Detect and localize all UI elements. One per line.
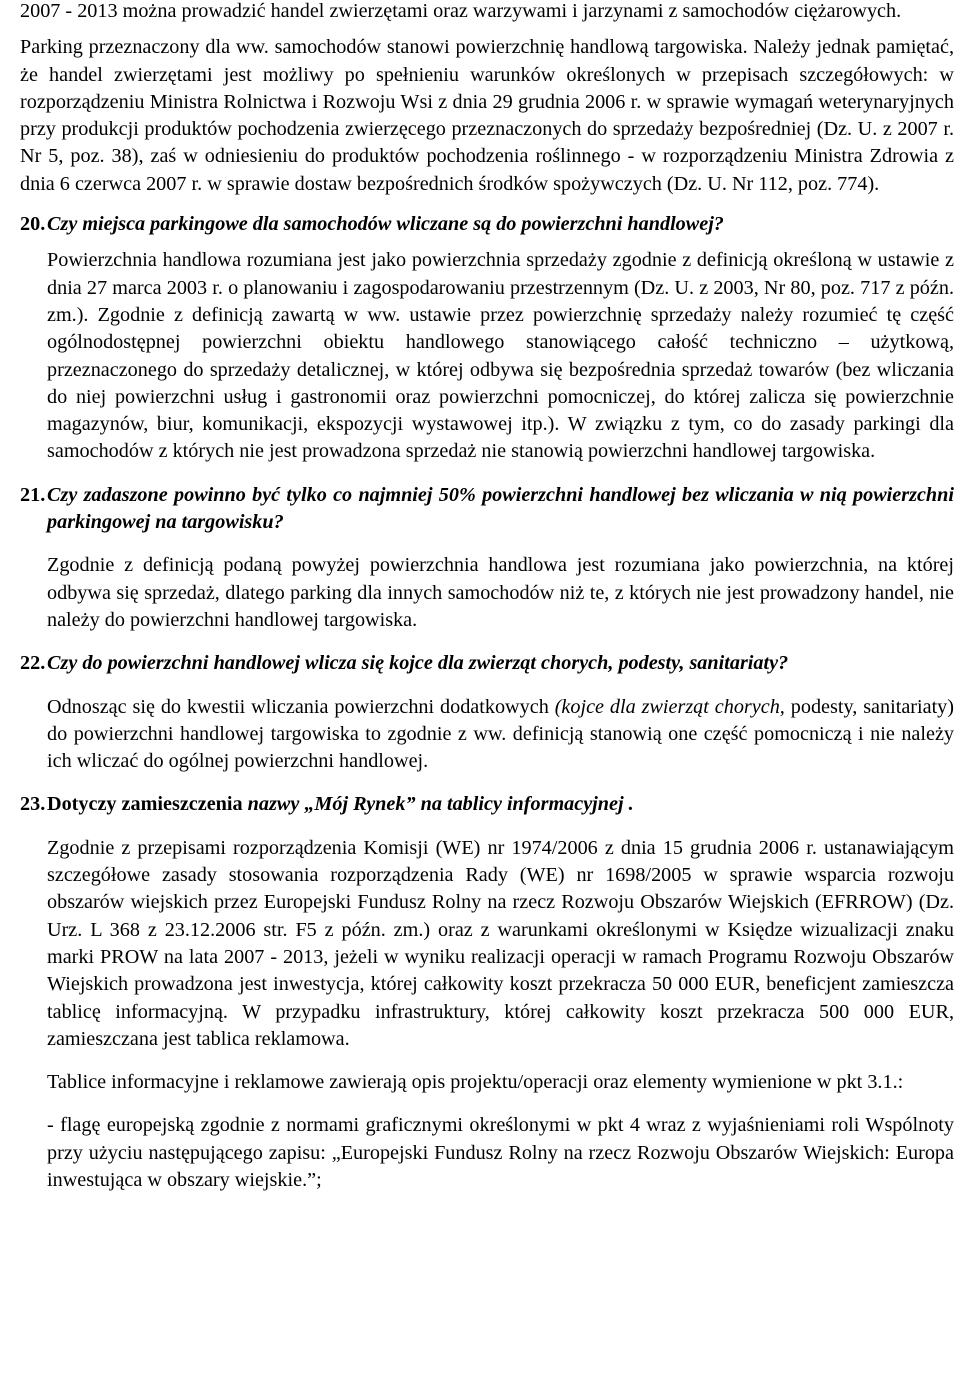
question-21: [20, 482, 954, 537]
question-text-plain: Dotyczy zamieszczenia: [47, 793, 248, 816]
answer-22-text-end: podesty, sanitariaty) do powierzchni handlowej targowiska to zgodnie z ww. definicją stanowią one część pomocniczą i nie należy ich wliczać do ogólnej powierzchni handlowej.: [47, 695, 954, 773]
answer-23-paragraph-2: Tablice informacyjne i reklamowe zawierają opis projektu/operacji oraz elementy wymienione w pkt 3.1.:: [47, 1071, 904, 1094]
answer-20: Powierzchnia handlowa rozumiana jest jako powierzchnia sprzedaży zgodnie z definicją określoną w ustawie z dnia 27 marca 2003 r. o planowaniu i zagospodarowaniu przestrzennym (Dz. U. z 2003, Nr 80, poz. 717 z późn. zm.). Zgodnie z definicją zawartą w ww. ustawie przez powierzchnię sprzedaży należy rozumieć tę część ogólnodostępnej powierzchni obiektu handlowego stanowiącego całość techniczno – użytkową, przeznaczonego do sprzedaży detalicznej, w której odbywa się bezpośrednia sprzedaż towarów (bez wliczania do niej powierzchni usług i gastronomii oraz powierzchni pomocniczej, do której zalicza się powierzchnie magazynów, biur, komunikacji, ekspozycji wystawowej itp.). W związku z tym, co do zasady parkingi dla samochodów z których nie jest prowadzona sprzedaż nie stanowią powierzchni handlowej targowiska.: [47, 249, 954, 463]
document-page: [20, 0, 954, 1194]
question-23: [20, 791, 954, 818]
question-number: 22.: [20, 652, 46, 675]
answer-23-list-item: - flagę europejską zgodnie z normami graficznymi określonymi w pkt 4 wraz z wyjaśnieniami roli Wspólnoty przy użyciu następującego zapisu: „Europejski Fundusz Rolny na rzecz Rozwoju Obszarów Wiejskich: Europa inwestująca w obszary wiejskie.”;: [47, 1114, 954, 1191]
question-number: 20.: [20, 213, 46, 236]
question-22: [20, 650, 954, 677]
question-text: Czy do powierzchni handlowej wlicza się kojce dla zwierząt chorych, podesty, sanitariaty?: [47, 652, 789, 675]
question-text-italic: nazwy „Mój Rynek” na tablicy informacyjnej .: [247, 793, 634, 816]
question-text: Czy zadaszone powinno być tylko co najmniej 50% powierzchni handlowej bez wliczania w nią powierzchni parkingowej na targowisku?: [47, 483, 954, 534]
answer-22-text: Odnosząc się do kwestii wliczania powierzchni dodatkowych: [47, 695, 555, 718]
paragraph-intro: 2007 - 2013 można prowadzić handel zwierzętami oraz warzywami i jarzynami z samochodów ciężarowych.: [20, 0, 902, 22]
question-number: 23.: [20, 793, 46, 816]
answer-22: [47, 694, 954, 776]
paragraph-parking: Parking przeznaczony dla ww. samochodów stanowi powierzchnię handlową targowiska. Należy jednak pamiętać, że handel zwierzętami jest możliwy po spełnieniu warunków określonych w przepisach szczegółowych: w rozporządzeniu Ministra Rolnictwa i Rozwoju Wsi z dnia 29 grudnia 2006 r. w sprawie wymagań weterynaryjnych przy produkcji produktów pochodzenia zwierzęcego przeznaczonych do sprzedaży bezpośredniej (Dz. U. z 2007 r. Nr 5, poz. 38), zaś w odniesieniu do produktów pochodzenia roślinnego - w rozporządzeniu Ministra Zdrowia z dnia 6 czerwca 2007 r. w sprawie dostaw bezpośrednich środków spożywczych (Dz. U. Nr 112, poz. 774).: [20, 36, 954, 195]
answer-23-paragraph-1: Zgodnie z przepisami rozporządzenia Komisji (WE) nr 1974/2006 z dnia 15 grudnia 2006 r. ustanawiającym szczegółowe zasady stosowania rozporządzenia Rady (WE) nr 1698/2005 w sprawie wsparcia rozwoju obszarów wiejskich przez Europejski Fundusz Rolny na rzecz Rozwoju Obszarów Wiejskich (EFRROW) (Dz. Urz. L 368 z 23.12.2006 str. F5 z późn. zm.) oraz z warunkami określonymi w Księdze wizualizacji znaku marki PROW na lata 2007 - 2013, jeżeli w wyniku realizacji operacji w ramach Programu Rozwoju Obszarów Wiejskich prowadzona jest inwestycja, której całkowity koszt przekracza 50 000 EUR, beneficjent zamieszcza tablicę informacyjną. W przypadku infrastruktury, której całkowity koszt przekracza 500 000 EUR, zamieszczana jest tablica reklamowa.: [47, 836, 954, 1050]
answer-22-italic: (kojce dla zwierząt chorych,: [554, 695, 785, 718]
question-number: 21.: [20, 483, 46, 506]
question-20: [20, 211, 954, 238]
answer-21: Zgodnie z definicją podaną powyżej powierzchnia handlowa jest rozumiana jako powierzchnia, na której odbywa się sprzedaż, dlatego parking dla innych samochodów niż te, z których nie jest prowadzony handel, nie należy do powierzchni handlowej targowiska.: [47, 554, 954, 631]
question-text: Czy miejsca parkingowe dla samochodów wliczane są do powierzchni handlowej?: [47, 213, 724, 236]
question-text: [47, 791, 954, 818]
